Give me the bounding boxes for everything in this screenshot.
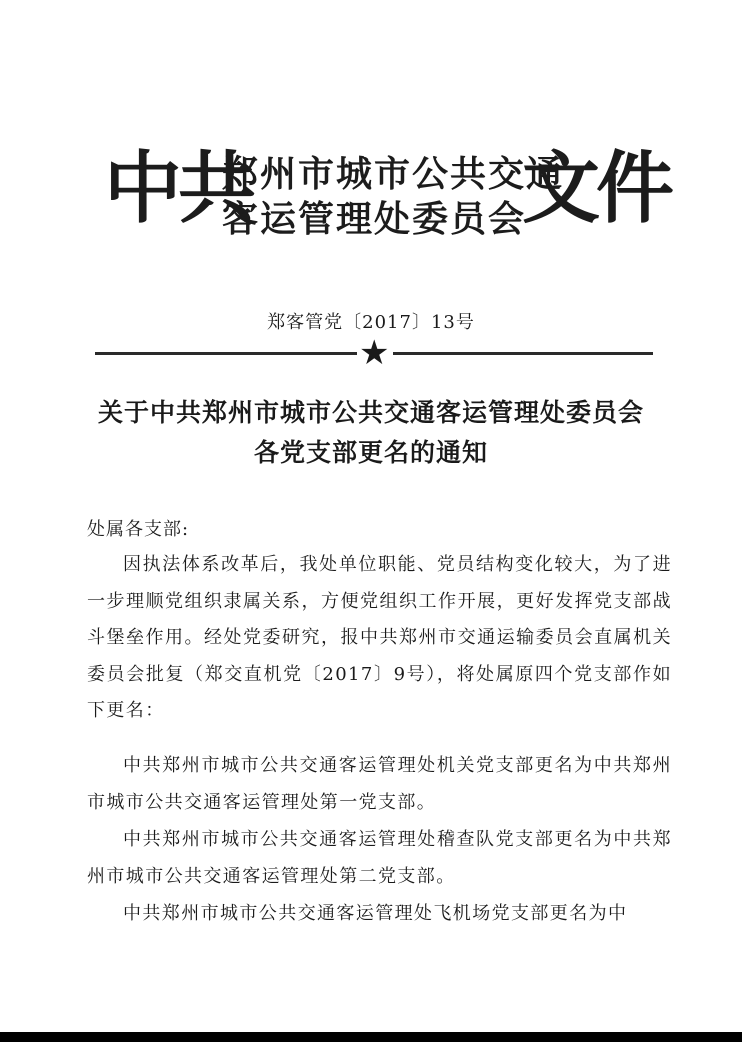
paragraph-text: 中共郑州市城市公共交通客运管理处稽查队党支部更名为中共郑州市城市公共交通客运管理处第二党支部。 xyxy=(87,829,672,887)
paragraph-text: 中共郑州市城市公共交通客运管理处机关党支部更名为中共郑州市城市公共交通客运管理处第一党支部。 xyxy=(87,755,672,813)
paragraph-text: 中共郑州市城市公共交通客运管理处飞机场党支部更名为中 xyxy=(123,903,628,924)
paragraph-3 xyxy=(87,822,672,895)
star-icon: ★ xyxy=(359,333,390,373)
paragraph-text: 因执法体系改革后，我处单位职能、党员结构变化较大，为了进一步理顺党组织隶属关系，方便党组织工作开展，更好发挥党支部战斗堡垒作用。经处党委研究，报中共郑州市交通运输委员会直属机关委员会批复（郑交直机党〔2017〕9号），将处属原四个党支部作如下更名： xyxy=(87,554,672,721)
header-right-large: 文件 xyxy=(522,144,671,234)
document-number: 郑客管党〔2017〕13号 xyxy=(267,312,475,333)
scan-bottom-edge xyxy=(0,1032,742,1042)
header-line-2: 客运管理处委员会 xyxy=(222,199,527,240)
salutation: 处属各支部: xyxy=(87,519,190,540)
paragraph-1 xyxy=(87,547,672,730)
paragraph-4 xyxy=(87,896,672,933)
document-title-line-1: 关于中共郑州市城市公共交通客运管理处委员会 xyxy=(97,398,644,427)
separator-rule-right xyxy=(393,352,653,355)
separator-rule-left xyxy=(95,352,357,355)
header-line-1: 郑州市城市公共交通 xyxy=(222,154,565,195)
paragraph-2 xyxy=(87,748,672,821)
header-left-large: 中共 xyxy=(104,144,253,234)
document-title-line-2: 各党支部更名的通知 xyxy=(253,438,488,467)
